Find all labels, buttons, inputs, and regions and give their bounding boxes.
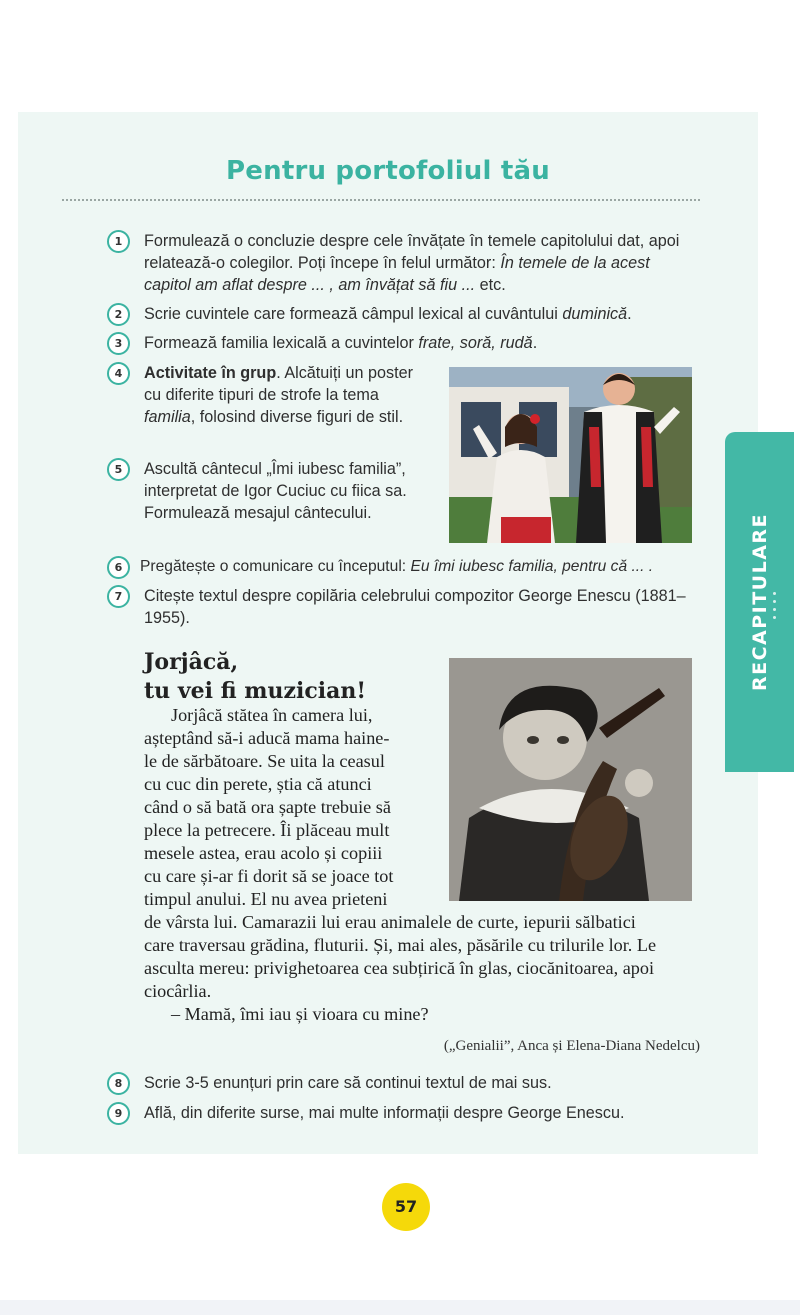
item-number-7: 7 <box>107 585 130 608</box>
item-text-run: Eu îmi iubesc familia, pentru că ... . <box>410 558 654 575</box>
item-text-run: . <box>532 334 538 352</box>
tab-dots-decoration <box>773 592 777 624</box>
exercise-item-2 <box>144 303 700 325</box>
item-number-9: 9 <box>107 1102 130 1125</box>
story-line: când o să bată ora șapte trebuie să <box>144 797 391 817</box>
item-text-run: Ascultă cântecul „Îmi iubesc familia”, interpretat de Igor Cuciuc cu fiica sa. Formulează mesajul cântecului. <box>144 460 407 522</box>
story-line: care traversau grădina, fluturii. Și, mai ales, păsările cu trilurile lor. Le <box>144 935 657 955</box>
item-number-8: 8 <box>107 1072 130 1095</box>
item-text-run: duminică <box>562 305 628 323</box>
story-line: așteptând să-i aducă mama haine- <box>144 728 390 748</box>
item-text-run: Citește textul despre copilăria celebrului compozitor George Enescu (1881–1955). <box>144 587 686 627</box>
item-text-run: Află, din diferite surse, mai multe informații despre George Enescu. <box>144 1104 625 1122</box>
story-line: plece la petrecere. Îi plăceau mult <box>144 820 390 840</box>
story-wide-block <box>144 911 700 1026</box>
item-number-6: 6 <box>107 556 130 579</box>
story-title-line-1: Jorjâcă, <box>144 649 239 675</box>
story-line: Jorjâcă stătea în camera lui, <box>171 705 373 725</box>
story-narrow-block <box>144 704 444 911</box>
recap-tab-label: RECAPITULARE <box>749 512 771 692</box>
dotted-divider <box>62 199 700 201</box>
story-source: („Genialii”, Anca și Elena-Diana Nedelcu) <box>443 1038 700 1054</box>
exercise-item-8 <box>144 1072 700 1094</box>
item-text-run: . <box>627 305 632 323</box>
bottom-strip <box>0 1300 800 1315</box>
item-text-run: Formulează o concluzie despre cele învățate în temele capitolului dat, apoi relatează-o colegilor. Poți începe în felul următor: <box>144 232 680 272</box>
item-text-run: etc. <box>475 276 506 294</box>
item-text-run: . Alcătuiți un poster cu diferite tipuri de strofe la tema <box>144 364 413 404</box>
story-title <box>144 648 366 706</box>
item-number-2: 2 <box>107 303 130 326</box>
item-text-run: Formează familia lexicală a cuvintelor <box>144 334 419 352</box>
story-line: de vârsta lui. Camarazii lui erau animalele de curte, iepurii sălbatici <box>144 912 636 932</box>
exercise-item-9 <box>144 1102 700 1124</box>
exercise-item-3 <box>144 332 700 354</box>
item-number-1: 1 <box>107 230 130 253</box>
exercise-item-5 <box>144 458 434 524</box>
exercise-item-6 <box>140 556 710 578</box>
enescu-child-photo <box>449 658 692 901</box>
item-text-run: , folosind diverse figuri de stil. <box>190 408 404 426</box>
item-text-run: Scrie 3-5 enunțuri prin care să continui textul de mai sus. <box>144 1074 552 1092</box>
exercise-item-7 <box>144 585 700 629</box>
story-line: mesele astea, erau acolo și copiii <box>144 843 383 863</box>
section-title: Pentru portofoliul tău <box>226 156 550 186</box>
item-number-5: 5 <box>107 458 130 481</box>
story-line: cu care și-ar fi dorit să se joace tot <box>144 866 394 886</box>
exercise-item-4 <box>144 362 434 428</box>
story-line: asculta mereu: privighetoarea cea subțirică în glas, ciocănitoarea, apoi <box>144 958 655 978</box>
story-dialogue: – Mamă, îmi iau și vioara cu mine? <box>171 1004 429 1024</box>
item-text-run: Pregătește o comunicare cu începutul: <box>140 558 411 575</box>
page-number-badge: 57 <box>382 1183 430 1231</box>
story-line: cu cuc din perete, știa că atunci <box>144 774 372 794</box>
item-text-run: Activitate în grup <box>144 364 277 382</box>
item-number-4: 4 <box>107 362 130 385</box>
family-singers-photo <box>449 367 692 543</box>
item-text-run: Scrie cuvintele care formează câmpul lexical al cuvântului <box>144 305 563 323</box>
item-text-run: În temele de la acest capitol am aflat despre ... , am învățat să fiu ... <box>144 254 650 294</box>
story-line: timpul anului. El nu avea prieteni <box>144 889 388 909</box>
item-text-run: familia <box>144 408 191 426</box>
story-title-line-2: tu vei fi muzician! <box>144 678 367 704</box>
story-line: ciocârlia. <box>144 981 212 1001</box>
item-text-run: frate, soră, rudă <box>418 334 533 352</box>
story-line: le de sărbătoare. Se uita la ceasul <box>144 751 385 771</box>
exercise-item-1 <box>144 230 700 296</box>
item-number-3: 3 <box>107 332 130 355</box>
